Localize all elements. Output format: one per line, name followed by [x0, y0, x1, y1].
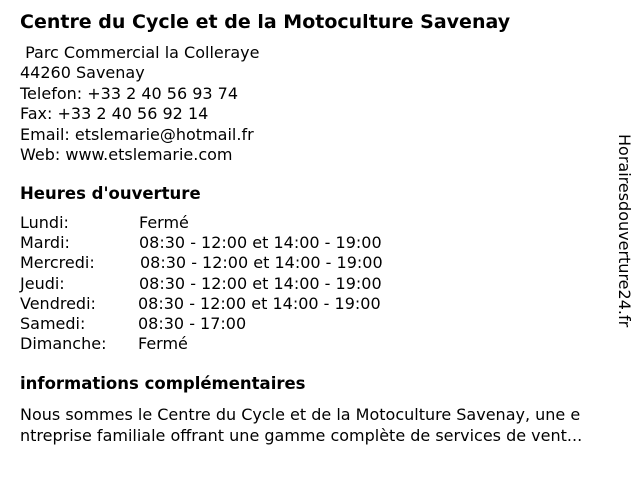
day-hours: Fermé [139, 213, 189, 232]
day-label: Jeudi: [20, 273, 65, 293]
day-label: Samedi: [20, 313, 86, 333]
watermark [611, 134, 637, 344]
description [20, 404, 632, 446]
email-address: Email: etslemarie@hotmail.fr [20, 124, 254, 144]
address-city: 44260 Savenay [20, 63, 145, 83]
day-hours: 08:30 - 17:00 [138, 313, 247, 333]
day-hours: 08:30 - 12:00 et 14:00 - 19:00 [139, 273, 382, 293]
contact-block [20, 43, 259, 165]
address-street: Parc Commercial la Colleraye [20, 43, 260, 62]
day-hours: 08:30 - 12:00 et 14:00 - 19:00 [140, 253, 383, 273]
description-line: Nous sommes le Centre du Cycle et de la Motoculture Savenay, une e [20, 405, 581, 424]
day-label: Vendredi: [20, 293, 96, 313]
day-label: Dimanche: [20, 334, 107, 354]
day-hours: 08:30 - 12:00 et 14:00 - 19:00 [138, 293, 381, 313]
business-name: Centre du Cycle et de la Motoculture Savenay [20, 11, 511, 33]
hours-heading: Heures d'ouverture [20, 184, 201, 203]
watermark-text: Horairesdouverture24.fr [615, 134, 634, 328]
phone-number: Telefon: +33 2 40 56 93 74 [20, 83, 239, 103]
info-heading: informations complémentaires [20, 374, 306, 393]
fax-number: Fax: +33 2 40 56 92 14 [20, 104, 209, 124]
day-label: Lundi: [20, 213, 69, 232]
day-hours: 08:30 - 12:00 et 14:00 - 19:00 [139, 233, 382, 253]
description-line: ntreprise familiale offrant une gamme complète de services de vent... [20, 426, 583, 445]
day-hours: Fermé [138, 334, 188, 354]
day-label: Mercredi: [20, 253, 95, 273]
website-address: Web: www.etslemarie.com [20, 145, 233, 165]
day-label: Mardi: [20, 233, 70, 253]
